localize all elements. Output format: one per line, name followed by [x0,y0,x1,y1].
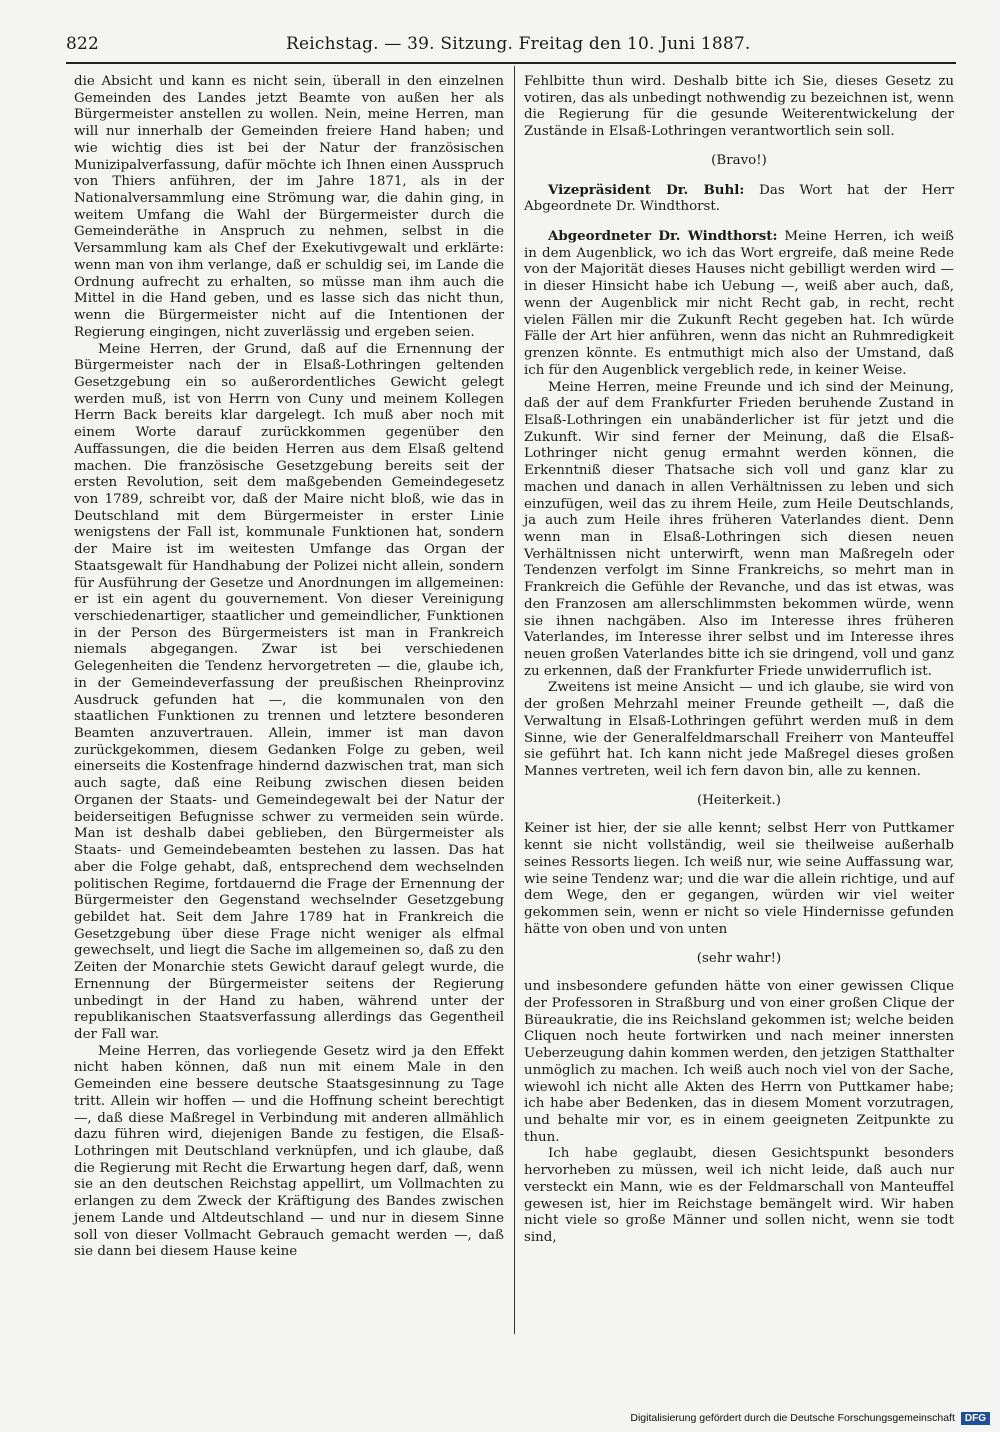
column-divider [514,66,515,1334]
speaker-buhl: Vizepräsident Dr. Buhl: [548,181,745,198]
right-paragraph-5: und insbesondere gefunden hätte von einer gewissen Clique der Professoren in Straßburg und von einer großen Clique der Büreaukratie, die ins Reichsland gekommen ist; welche beiden Cliquen noch heute fortwirken und nach meiner innersten Ueberzeugung dahin kommen werden, den jetzigen Statthalter unmöglich zu machen. Ich weiß auch noch viel von der Sache, wiewohl ich nicht alle Akten des Herrn von Puttkamer habe; ich habe aber Bedenken, das in diesem Moment vorzutragen, und behalte mir vor, es in einem geeigneten Zeitpunkte zu thun. [524,979,954,1145]
right-paragraph-1: Fehlbitte thun wird. Deshalb bitte ich Sie, dieses Gesetz zu votiren, das als unbedingt nothwendig zu bezeichnen ist, wenn die Regierung für die gesunde Weiterentwickelung der Zustände in Elsaß-Lothringen verantwortlich sein soll. [524,74,954,140]
left-paragraph-3: Meine Herren, das vorliegende Gesetz wird ja den Effekt nicht haben können, daß nun mit einem Male in den Gemeinden eine bessere deutsche Staatsgesinnung zu Tage tritt. Allein wir hoffen — und die Hoffnung scheint berechtigt —, daß diese Maßregel in Verbindung mit anderen allmählich dazu führen wird, diejenigen Bande zu festigen, die Elsaß-Lothringen mit Deutschland verknüpfen, und ich glaube, daß die Regierung mit Recht die Erwartung hegen darf, daß, wenn sie an den deutschen Reichstag appellirt, um Vollmachten zu erlangen zu dem Zweck der Kräftigung des Bandes zwischen jenem Lande und Altdeutschland — und nur in diesem Sinne soll von dieser Vollmacht Gebrauch gemacht werden —, daß sie dann bei diesem Hause keine [74,1043,504,1260]
credit-text: Digitalisierung gefördert durch die Deutsche Forschungsgemeinschaft [630,1412,955,1424]
interjection-sehr-wahr: (sehr wahr!) [696,950,782,966]
page-number: 822 [66,34,100,54]
right-paragraph-3: Zweitens ist meine Ansicht — und ich glaube, sie wird von der großen Mehrzahl meiner Freunde getheilt —, daß die Verwaltung in Elsaß-Lothringen geführt werden muß in dem Sinne, wie der Generalfeldmarschall Freiherr von Manteuffel sie geführt hat. Ich kann nicht jede Maßregel dieses großen Mannes vertreten, weil ich fern davon bin, alle zu kennen. [524,680,954,780]
vice-president-remark [524,182,954,216]
left-paragraph-2: Meine Herren, der Grund, daß auf die Ernennung der Bürgermeister nach der in Elsaß-Lothringen geltenden Gesetzgebung ein so außerordentliches Gewicht gelegt werden muß, ist von Herrn von Cuny und meinem Kollegen Herrn Back bereits klar dargelegt. Ich muß aber noch mit einem Worte darauf zurückkommen gegenüber den Auffassungen, die die beiden Herren aus dem Elsaß geltend machen. Die französische Gesetzgebung bereits seit der ersten Revolution, seit dem maßgebenden Gemeindegesetz von 1789, schreibt vor, daß der Maire nicht bloß, wie das in Deutschland mit dem Bürgermeister in erster Linie wenigstens der Fall ist, kommunale Funktionen hat, sondern der Maire ist im weitesten Umfange das Organ der Staatsgewalt für Handhabung der Polizei nicht allein, sondern für Ausführung der Gesetze und Anordnungen im allgemeinen: er ist ein agent du gouvernement. Von dieser Vereinigung verschiedenartiger, staatlicher und gemeindlicher, Funktionen in der Person des Bürgermeisters ist man in Frankreich niemals abgegangen. Zwar ist bei verschiedenen Gelegenheiten die Tendenz hervorgetreten — die, glaube ich, in der Gemeindeverfassung der preußischen Rheinprovinz Ausdruck gefunden hat —, die kommunalen von den staatlichen Funktionen zu trennen und letztere besonderen Beamten anzuvertrauen. Allein, immer ist man davon zurückgekommen, diesem Gedanken Folge zu geben, weil einerseits die Kostenfrage hindernd dazwischen trat, man sich auch sagte, daß eine Reibung zwischen diesen beiden Organen der Staats- und Gemeindegewalt bei der Natur der beiderseitigen Befugnisse schwer zu vermeiden sein würde. Man ist deshalb dabei geblieben, den Bürgermeister als Staats- und Gemeindebeamten bestehen zu lassen. Das hat aber die Folge gehabt, daß, entsprechend dem wechselnden politischen Regime, fortdauernd die Frage der Ernennung der Bürgermeister den Gegenstand wechselnder Gesetzgebung gebildet hat. Seit dem Jahre 1789 hat in Frankreich die Gesetzgebung über diese Frage nicht weniger als elfmal gewechselt, und liegt die Sache im allgemeinen so, daß zu den Zeiten der Monarchie stets Gewicht darauf gelegt wurde, die Ernennung der Bürgermeister seitens der Regierung unbedingt in der Hand zu haben, während unter der republikanischen Staatsverfassung allerdings das Gegentheil der Fall war. [74,341,504,1042]
interjection-heiterkeit: (Heiterkeit.) [697,792,781,808]
left-column [74,74,504,1261]
left-paragraph-1: die Absicht und kann es nicht sein, überall in den einzelnen Gemeinden des Landes jetzt Beamte von außen her als Bürgermeister anstellen zu wollen. Nein, meine Herren, man will nur innerhalb der Gemeinden freiere Hand haben; und wie wichtig dies ist bei der Natur der französischen Munizipalverfassung, dafür möchte ich Ihnen einen Ausspruch von Thiers anführen, der im Jahre 1871, als in der Nationalversammlung eine Strömung war, die dahin ging, in weitem Umfang die Wahl der Bürgermeister durch die Gemeinderäthe in Anspruch zu nehmen, selbst in die Versammlung kam als Chef der Exekutivgewalt und erklärte: wenn man von ihm verlange, daß er schuldig sei, im Lande die Ordnung aufrecht zu erhalten, so müsse man ihm auch die Mittel in die Hand geben, und es lasse sich das nicht thun, wenn die Bürgermeister nicht auf die Intentionen der Regierung eingingen, nicht zuverlässig und ergeben seien. [74,74,504,340]
right-paragraph-2: Meine Herren, meine Freunde und ich sind der Meinung, daß der auf dem Frankfurter Frieden beruhende Zustand in Elsaß-Lothringen ein unabänderlicher ist für jetzt und die Zukunft. Wir sind ferner der Meinung, daß die Elsaß-Lothringer nicht genug ermahnt werden können, die Erkenntniß dieser Thatsache sich voll und ganz klar zu machen und danach in allen Verhältnissen zu leben und sich einzufügen, weil das zu ihrem Heile, zum Heile Deutschlands, ja auch zum Heile ihres früheren Vaterlandes dient. Denn wenn man in Elsaß-Lothringen sich diesen neuen Verhältnissen nicht unterwirft, wenn man Maßregeln oder Tendenzen verfolgt im Sinne Frankreichs, so mehrt man in Frankreich die Gefühle der Revanche, und das ist etwas, was den Franzosen am allerschlimmsten bekommen würde, wenn sie ihnen nachgäben. Also im Interesse ihres früheren Vaterlandes, im Interesse ihrer selbst und im Interesse ihres neuen großen Vaterlandes bitte ich sie dringend, voll und ganz zu erkennen, daß der Frankfurter Friede unwiderruflich ist. [524,379,954,679]
windthorst-text: Meine Herren, ich weiß in dem Augenblick, wo ich das Wort ergreife, daß meine Rede von der Majorität dieses Hauses nicht gebilligt werden wird — in dieser Hinsicht habe ich Uebung —, weiß aber auch, daß, wenn der Augenblick mir nicht Recht gab, in recht, recht vielen Fällen mir die Zukunft Recht gegeben hat. Ich würde Fälle der Art hier anführen, wenn das nicht an Ruhmredigkeit grenzen könnte. Es entmuthigt mich also der Umstand, daß ich für den Augenblick vergeblich rede, in keiner Weise. [524,229,954,378]
digitization-credit [590,1410,990,1426]
right-paragraph-6: Ich habe geglaubt, diesen Gesichtspunkt besonders hervorheben zu müssen, weil ich nicht leide, daß auch nur versteckt ein Mann, wie es der Feldmarschall von Manteuffel gewesen ist, hier im Reichstage bemängelt wird. Wir haben nicht viele so große Männer und sollen nicht, wenn sie todt sind, [524,1146,954,1245]
windthorst-opening [524,228,954,379]
vp-text: Das Wort hat der Herr Abgeordnete Dr. Windthorst. [524,182,954,215]
header-rule [66,62,956,64]
speaker-windthorst: Abgeordneter Dr. Windthorst: [548,228,778,245]
right-paragraph-4: Keiner ist hier, der sie alle kennt; selbst Herr von Puttkamer kennt sie nicht vollständig, weil sie theilweise außerhalb seines Ressorts liegen. Ich weiß nur, wie seine Auffassung war, wie seine Tendenz war; und die war die allein richtige, und auf dem Wege, den er gegangen, würden wir viel weiter gekommen sein, wenn er nicht so viele Hindernisse gefunden hätte von oben und von unten [524,821,954,937]
interjection-bravo: (Bravo!) [711,152,767,168]
right-column [524,74,954,1247]
page-header [66,34,956,60]
running-title: Reichstag. — 39. Sitzung. Freitag den 10. Juni 1887. [286,34,751,54]
dfg-logo-badge: DFG [961,1412,990,1425]
